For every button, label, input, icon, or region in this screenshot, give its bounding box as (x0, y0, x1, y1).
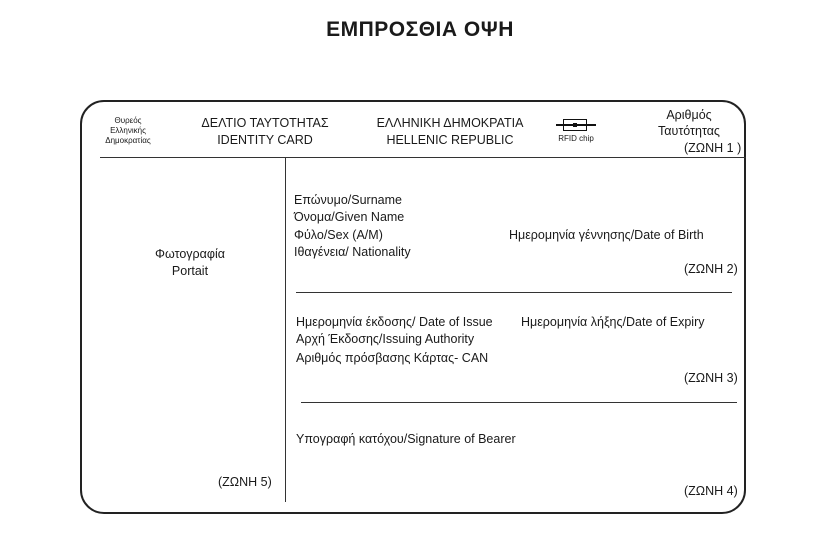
zone-5-label: (ΖΩΝΗ 5) (218, 475, 272, 489)
zone-3-label: (ΖΩΝΗ 3) (684, 371, 738, 385)
zone-1-label: (ΖΩΝΗ 1 ) (684, 141, 742, 155)
coat-of-arms-line-1: Θυρεός (114, 116, 142, 125)
nationality-field: Ιθαγένεια/ Nationality (294, 245, 411, 259)
card-type (195, 115, 335, 149)
page-title: ΕΜΠΡΟΣΘΙΑ ΟΨΗ (326, 18, 514, 41)
id-card-front (80, 100, 746, 514)
date-of-issue-field: Ημερομηνία έκδοσης/ Date of Issue (296, 315, 493, 329)
card-type-greek: ΔΕΛΤΙΟ ΤΑΥΤΟΤΗΤΑΣ (201, 116, 329, 130)
id-number-line-2: Ταυτότητας (658, 124, 720, 138)
issuing-state (370, 115, 530, 149)
id-number-label (640, 107, 738, 139)
zone-3-divider (301, 402, 737, 403)
signature-field: Υπογραφή κατόχου/Signature of Bearer (296, 432, 516, 446)
chip-icon (563, 119, 587, 131)
given-name-field: Όνομα/Given Name (294, 210, 405, 224)
rfid-chip-marker (554, 114, 598, 146)
coat-of-arms-line-2: Ελληνικής (110, 126, 146, 135)
id-number-line-1: Αριθμός (666, 108, 712, 122)
sex-field: Φύλο/Sex (A/M) (294, 228, 383, 242)
photo-label-english: Portait (171, 264, 209, 278)
zone-4-label: (ΖΩΝΗ 4) (684, 484, 738, 498)
rfid-label: RFID chip (558, 134, 594, 143)
date-of-birth-field: Ημερομηνία γέννησης/Date of Birth (509, 228, 704, 242)
coat-of-arms-line-3: Δημοκρατίας (105, 136, 151, 145)
zone-2-label: (ΖΩΝΗ 2) (684, 262, 738, 276)
can-field: Αριθμός πρόσβασης Κάρτας- CAN (296, 351, 489, 365)
surname-field: Επώνυμο/Surname (294, 193, 402, 207)
issuing-authority-field: Αρχή Έκδοσης/Issuing Authority (296, 332, 475, 346)
photo-placeholder (130, 246, 250, 280)
photo-divider (285, 157, 286, 502)
coat-of-arms-label (104, 116, 152, 146)
header-divider (100, 157, 746, 158)
card-type-english: IDENTITY CARD (217, 133, 313, 147)
date-of-expiry-field: Ημερομηνία λήξης/Date of Expiry (521, 315, 705, 329)
zone-2-divider (296, 292, 732, 293)
republic-english: HELLENIC REPUBLIC (386, 133, 514, 147)
photo-label-greek: Φωτογραφία (155, 247, 225, 261)
republic-greek: ΕΛΛΗΝΙΚΗ ΔΗΜΟΚΡΑΤΙΑ (376, 116, 524, 130)
